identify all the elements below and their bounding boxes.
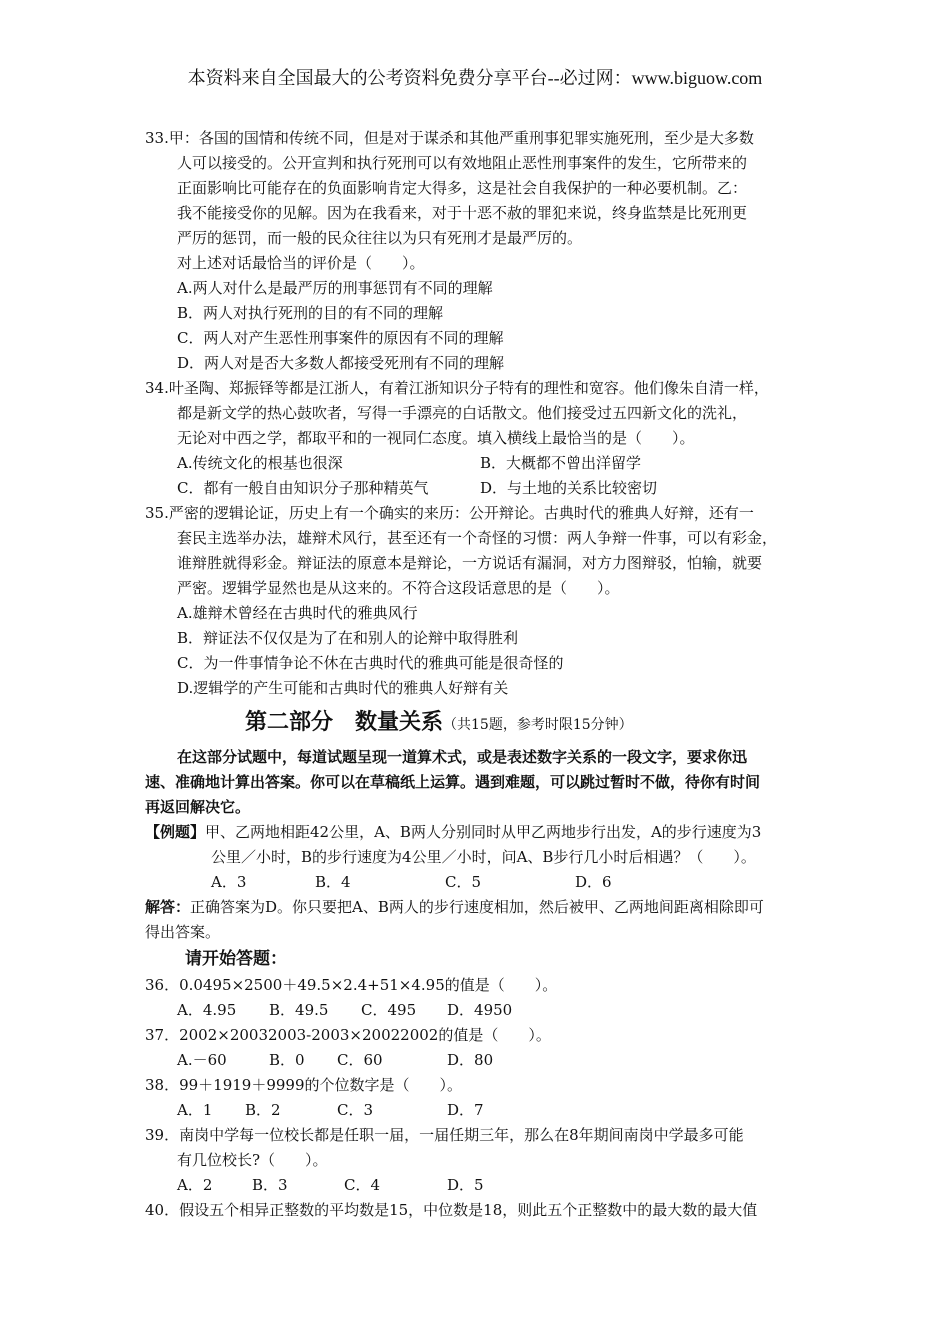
example-label: 【例题】	[145, 823, 206, 841]
question-33-option-d: D．两人对是否大多数人都接受死刑有不同的理解	[177, 354, 505, 372]
example-question	[145, 820, 825, 945]
question-38-option-b: B．2	[245, 1101, 281, 1119]
section-2-subtitle: （共15题，参考时限15分钟）	[443, 717, 633, 733]
section-2-intro-line-3: 再返回解决它。	[145, 798, 251, 816]
question-36-options	[145, 998, 825, 1023]
question-39-option-c: C．4	[344, 1176, 381, 1194]
question-35	[145, 501, 825, 701]
question-36-option-c: C．495	[361, 1001, 417, 1019]
question-36-option-a: A．4.95	[177, 1001, 237, 1019]
question-40-text: 40．假设五个相异正整数的平均数是15，中位数是18，则此五个正整数中的最大数的最大值	[145, 1201, 758, 1219]
example-option-c: C．5	[445, 873, 482, 891]
question-39-line-1: 39．南岗中学每一位校长都是任职一届，一届任期三年，那么在8年期间南岗中学最多可能	[145, 1126, 744, 1144]
question-37-option-b: B．0	[269, 1051, 305, 1069]
question-39-option-b: B．3	[252, 1176, 288, 1194]
question-35-line-1: 35.严密的逻辑论证，历史上有一个确实的来历：公开辩论。古典时代的雅典人好辩，还有一	[145, 504, 754, 522]
question-39-option-a: A．2	[177, 1176, 213, 1194]
question-35-option-b: B．辩证法不仅仅是为了在和别人的论辩中取得胜利	[177, 629, 519, 647]
example-option-a: A．3	[211, 873, 247, 891]
question-38-text: 38．99＋1919＋9999的个位数字是（ ）。	[145, 1076, 463, 1094]
question-34-option-b: B．大概都不曾出洋留学	[480, 454, 642, 472]
question-35-option-d: D.逻辑学的产生可能和古典时代的雅典人好辩有关	[177, 679, 509, 697]
example-option-b: B．4	[315, 873, 351, 891]
question-36-option-b: B．49.5	[269, 1001, 329, 1019]
question-37-options	[145, 1048, 825, 1073]
example-line-1	[145, 820, 825, 845]
question-36-text: 36．0.0495×2500＋49.5×2.4+51×4.95的值是（ ）。	[145, 976, 558, 994]
question-38-option-c: C．3	[337, 1101, 374, 1119]
question-39-options	[145, 1173, 825, 1198]
example-options	[145, 870, 825, 895]
question-37-option-d: D．80	[447, 1051, 494, 1069]
question-33-line-2: 人可以接受的。公开宣判和执行死刑可以有效地阻止恶性刑事案件的发生，它所带来的	[177, 154, 748, 172]
question-34-option-c: C．都有一般自由知识分子那种精英气	[177, 479, 429, 497]
question-34-line-1: 34.叶圣陶、郑振铎等都是江浙人，有着江浙知识分子特有的理性和宽容。他们像朱自清一样，	[145, 379, 769, 397]
question-35-option-c: C．为一件事情争论不休在古典时代的雅典可能是很奇怪的	[177, 654, 564, 672]
question-35-line-2: 套民主选举办法，雄辩术风行，甚至还有一个奇怪的习惯：两人争辩一件事，可以有彩金，	[177, 529, 778, 547]
question-36-option-d: D．4950	[447, 1001, 513, 1019]
question-34-option-d: D．与土地的关系比较密切	[480, 479, 658, 497]
section-2-intro	[145, 745, 825, 820]
question-33-line-5: 严厉的惩罚，而一般的民众往往以为只有死刑才是最严厉的。	[177, 229, 583, 247]
question-38	[145, 1073, 825, 1123]
question-33	[145, 126, 825, 376]
start-prompt: 请开始答题：	[185, 949, 287, 969]
page-header: 本资料来自全国最大的公考资料免费分享平台--必过网：www.biguow.com	[187, 68, 763, 88]
page-content	[145, 126, 825, 1223]
question-35-line-4: 严密。逻辑学显然也是从这来的。不符合这段话意思的是（ ）。	[177, 579, 620, 597]
question-34-line-3: 无论对中西之学，都取平和的一视同仁态度。填入横线上最恰当的是（ ）。	[177, 429, 695, 447]
question-35-line-3: 谁辩胜就得彩金。辩证法的原意本是辩论，一方说话有漏洞，对方力图辩驳，怕输，就要	[177, 554, 763, 572]
section-2-heading	[145, 703, 825, 745]
question-39-option-d: D．5	[447, 1176, 484, 1194]
question-39	[145, 1123, 825, 1198]
question-39-line-2: 有几位校长?（ ）。	[177, 1151, 328, 1169]
question-33-option-a: A.两人对什么是最严厉的刑事惩罚有不同的理解	[177, 279, 493, 297]
question-37-option-c: C．60	[337, 1051, 383, 1069]
question-33-line-1: 33.甲：各国的国情和传统不同，但是对于谋杀和其他严重刑事犯罪实施死刑，至少是大多数	[145, 129, 754, 147]
question-34-option-a: A.传统文化的根基也很深	[177, 454, 343, 472]
section-2-intro-line-1: 在这部分试题中，每道试题呈现一道算术式，或是表述数字关系的一段文字，要求你迅	[177, 748, 748, 766]
example-answer-line-1	[145, 895, 825, 920]
question-33-option-b: B．两人对执行死刑的目的有不同的理解	[177, 304, 444, 322]
question-38-option-d: D．7	[447, 1101, 484, 1119]
section-2-intro-line-2: 速、准确地计算出答案。你可以在草稿纸上运算。遇到难题，可以跳过暂时不做，待你有时间	[145, 773, 761, 791]
question-36	[145, 973, 825, 1023]
example-option-d: D．6	[575, 873, 612, 891]
question-33-prompt: 对上述对话最恰当的评价是（ ）。	[177, 254, 425, 272]
example-text-2: 公里／小时，B的步行速度为4公里／小时，问A、B步行几小时后相遇？（ ）。	[211, 848, 756, 866]
question-37-text: 37．2002×20032003-2003×20022002的值是（ ）。	[145, 1026, 551, 1044]
answer-text-1: 正确答案为D。你只要把A、B两人的步行速度相加，然后被甲、乙两地间距离相除即可	[190, 898, 764, 916]
question-37-option-a: A.－60	[177, 1051, 227, 1069]
question-34	[145, 376, 825, 501]
question-33-line-4: 我不能接受你的见解。因为在我看来，对于十恶不赦的罪犯来说，终身监禁是比死刑更	[177, 204, 748, 222]
question-35-option-a: A.雄辩术曾经在古典时代的雅典风行	[177, 604, 418, 622]
question-34-line-2: 都是新文学的热心鼓吹者，写得一手漂亮的白话散文。他们接受过五四新文化的洗礼，	[177, 404, 748, 422]
section-2-title: 第二部分 数量关系	[245, 710, 444, 735]
question-38-option-a: A．1	[177, 1101, 213, 1119]
question-34-options-row-2	[145, 476, 825, 501]
answer-label: 解答：	[145, 898, 191, 916]
question-38-options	[145, 1098, 825, 1123]
question-40	[145, 1198, 825, 1223]
question-37	[145, 1023, 825, 1073]
example-text-1: 甲、乙两地相距42公里，A、B两人分别同时从甲乙两地步行出发，A的步行速度为3	[205, 823, 762, 841]
answer-text-2: 得出答案。	[145, 923, 221, 941]
question-34-options-row-1	[145, 451, 825, 476]
question-33-option-c: C．两人对产生恶性刑事案件的原因有不同的理解	[177, 329, 504, 347]
question-33-line-3: 正面影响比可能存在的负面影响肯定大得多，这是社会自我保护的一种必要机制。乙：	[177, 179, 748, 197]
